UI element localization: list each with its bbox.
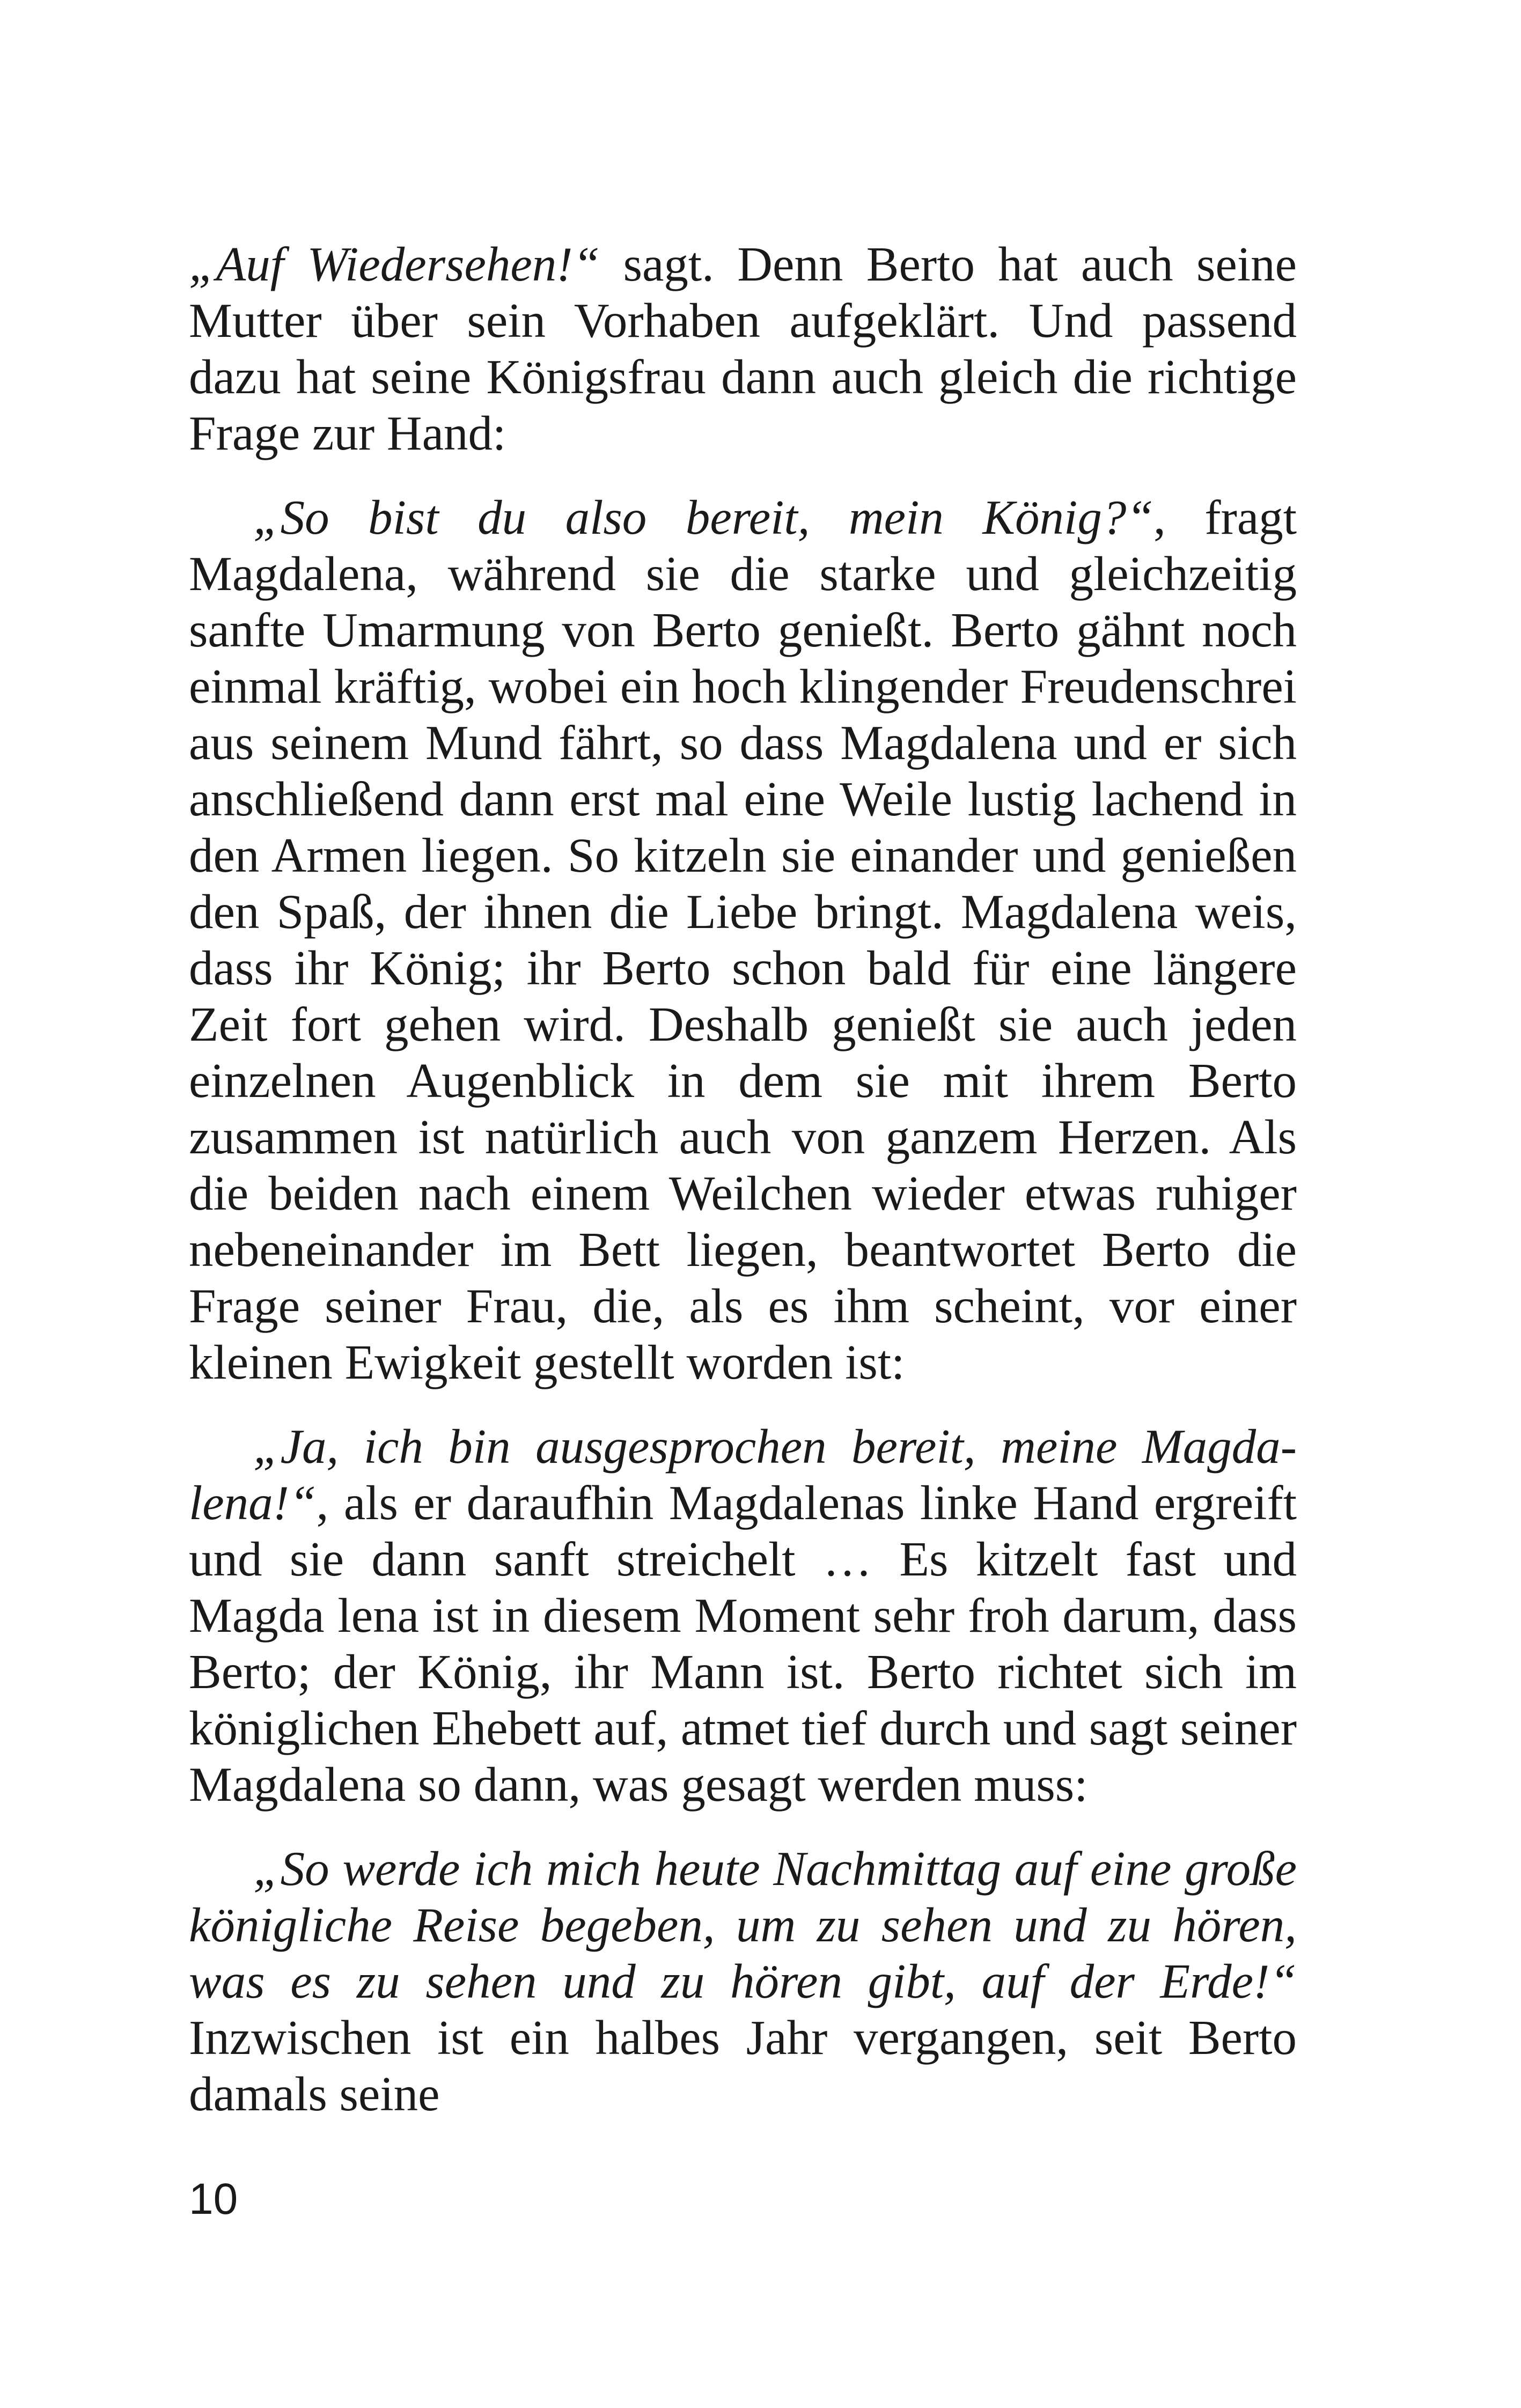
dialogue-quote: „So bist du also bereit, mein König?“ — [253, 490, 1153, 544]
paragraph-4 — [189, 1840, 1297, 2122]
page-number: 10 — [189, 2175, 238, 2223]
narration: , fragt Magdalena, während sie die starke und gleichzeitig sanfte Umarmung von Berto genießt. Berto gähnt noch einmal kräftig, wobei ein hoch klingender Freudenschrei aus seinem Mund fährt, so dass Magdalena und er sich anschließend dann erst mal eine Weile lustig lachend in den Armen liegen. So kitzeln sie einander und genießen den Spaß, der ihnen die Liebe bringt. Magdalena weis, dass ihr König; ihr Berto schon bald für eine längere Zeit fort gehen wird. Deshalb genießt sie auch jeden einzelnen Augenblick in dem sie mit ihrem Berto zusammen ist natürlich auch von ganzem Herzen. Als die beiden nach einem Weilchen wieder etwas ruhiger nebeneinander im Bett liegen, beantwortet Berto die Frage seiner Frau, die, als es ihm scheint, vor einer kleinen Ewigkeit gestellt worden ist: — [189, 490, 1297, 1389]
paragraph-1 — [189, 236, 1297, 461]
paragraph-3 — [189, 1418, 1297, 1813]
body-text — [189, 236, 1297, 2122]
narration: Inzwischen ist ein halbes Jahr vergangen, seit Berto damals seine — [189, 2011, 1297, 2121]
dialogue-quote: „So werde ich mich heute Nachmittag auf eine große königliche Reise begeben, um zu sehen und zu hören, was es zu sehen und zu hören gibt, auf der Erde!“ — [189, 1842, 1297, 2008]
dialogue-quote: „Auf Wiedersehen!“ — [189, 237, 600, 291]
narration: sagt. Denn Berto hat auch seine Mutter über sein Vorhaben aufgeklärt. Und passend dazu hat seine Königsfrau dann auch gleich die richtige Frage zur Hand: — [189, 237, 1297, 460]
dialogue-quote: „Ja, ich bin ausgesprochen bereit, meine Magdalena!“ — [189, 1419, 1297, 1530]
narration: , als er daraufhin Magdalenas linke Hand ergreift und sie dann sanft streichelt … Es kitzelt fast und Magda lena ist in diesem Moment sehr froh darum, dass Berto; der König, ihr Mann ist. Berto richtet sich im königlichen Ehebett auf, atmet tief durch und sagt seiner Magdalena so dann, was gesagt werden muss: — [189, 1476, 1297, 1811]
paragraph-2 — [189, 489, 1297, 1390]
